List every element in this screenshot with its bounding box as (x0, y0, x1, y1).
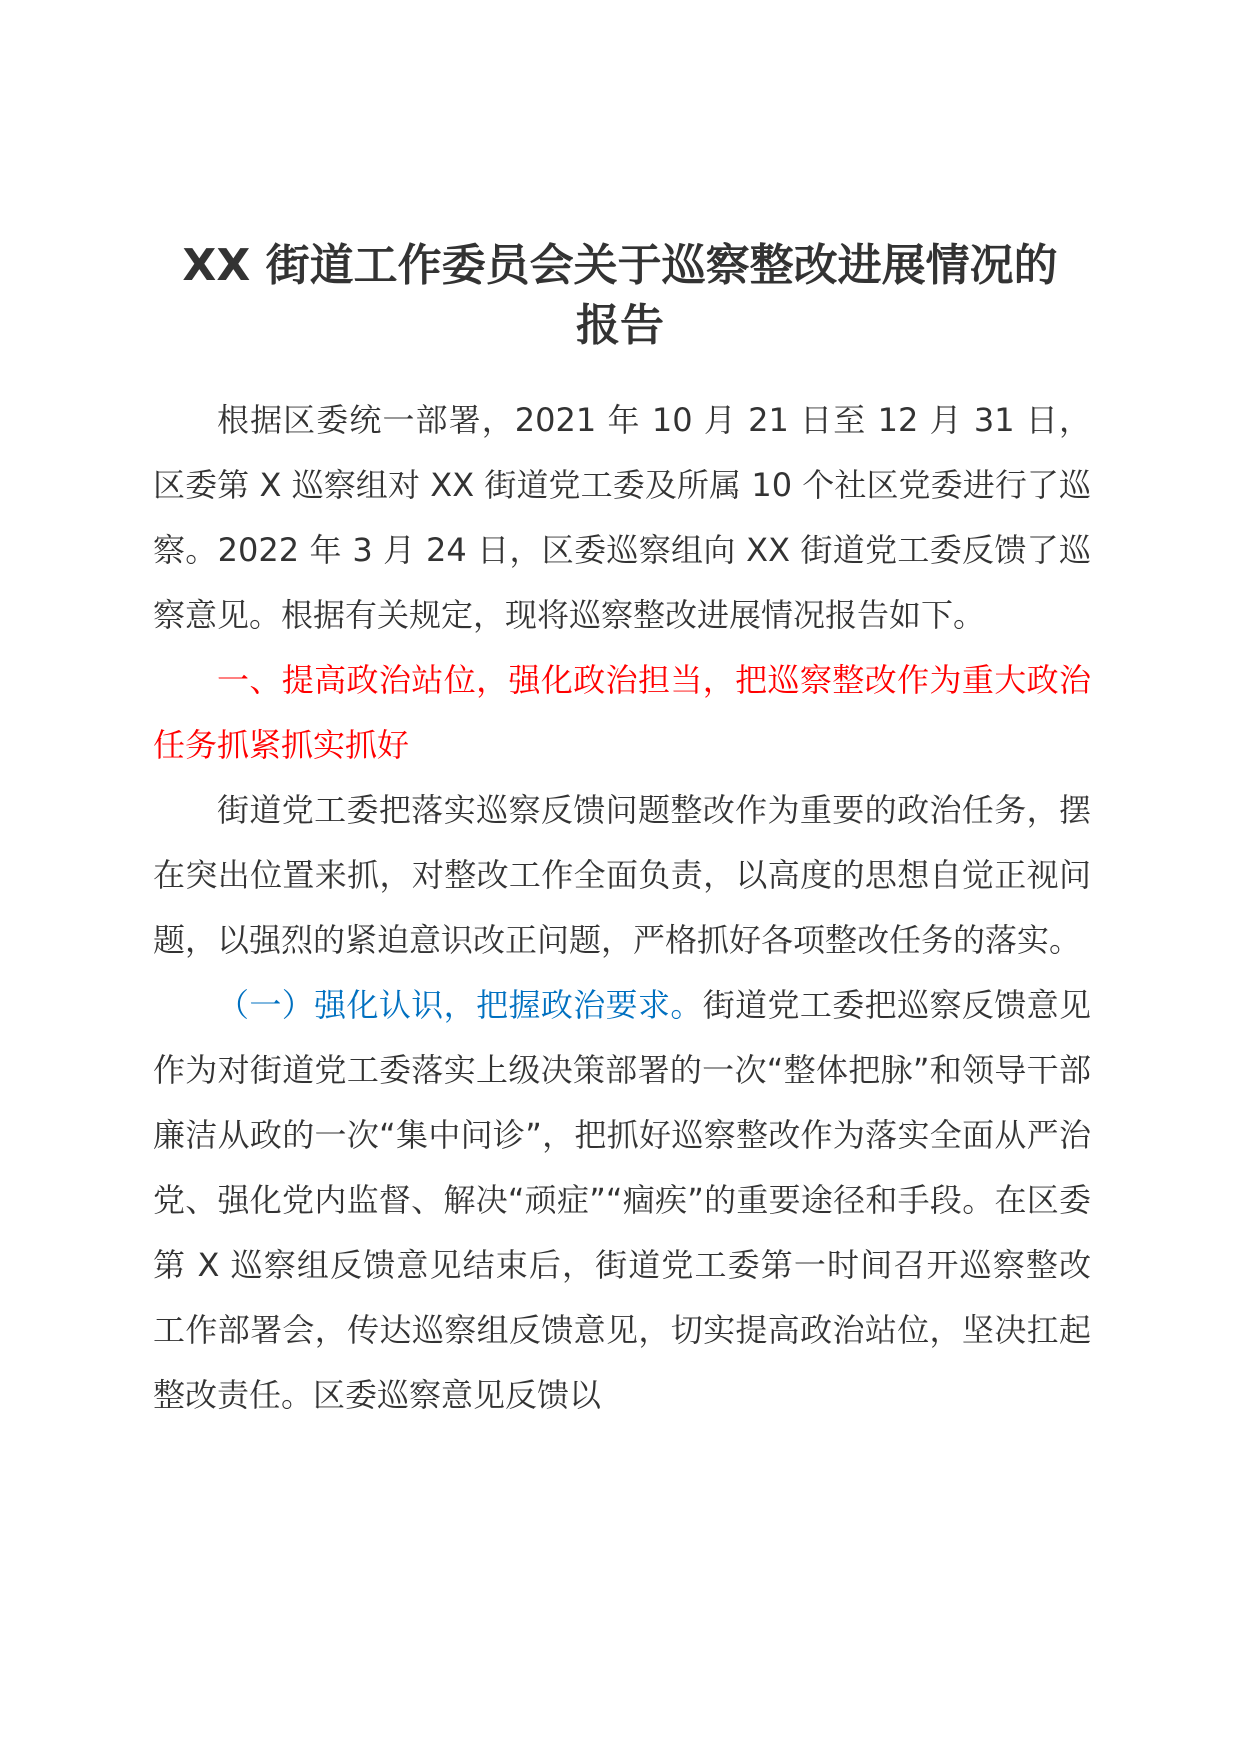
intro-paragraph: 根据区委统一部署，2021 年 10 月 21 日至 12 月 31 日，区委第 X 巡察组对 XX 街道党工委及所属 10 个社区党委进行了巡察。2022 年 3 月 24 日，区委巡察组向 XX 街道党工委反馈了巡察意见。根据有关规定，现将巡察整改进展情况报告如下。 (153, 401, 1091, 634)
section-1-paragraph: 街道党工委把落实巡察反馈问题整改作为重要的政治任务，摆在突出位置来抓，对整改工作全面负责，以高度的思想自觉正视问题，以强烈的紧迫意识改正问题，严格抓好各项整改任务的落实。 (153, 791, 1091, 959)
subsection-1-text: 街道党工委把巡察反馈意见作为对街道党工委落实上级决策部署的一次“整体把脉”和领导干部廉洁从政的一次“集中问诊”，把抓好巡察整改作为落实全面从严治党、强化党内监督、解决“顽症”“痼疾”的重要途径和手段。在区委第 X 巡察组反馈意见结束后，街道党工委第一时间召开巡察整改工作部署会，传达巡察组反馈意见，切实提高政治站位，坚决扛起整改责任。区委巡察意见反馈以 (153, 986, 1091, 1414)
subsection-1-paragraph (153, 973, 1091, 1428)
subsection-1-heading: （一）强化认识，把握政治要求。 (217, 986, 703, 1024)
document-body (153, 388, 1091, 1428)
document-title (140, 236, 1100, 356)
title-line-1: XX 街道工作委员会关于巡察整改进展情况的 (182, 240, 1058, 291)
title-line-2: 报告 (576, 300, 664, 351)
section-1-heading: 一、提高政治站位，强化政治担当，把巡察整改作为重大政治任务抓紧抓实抓好 (153, 661, 1091, 764)
